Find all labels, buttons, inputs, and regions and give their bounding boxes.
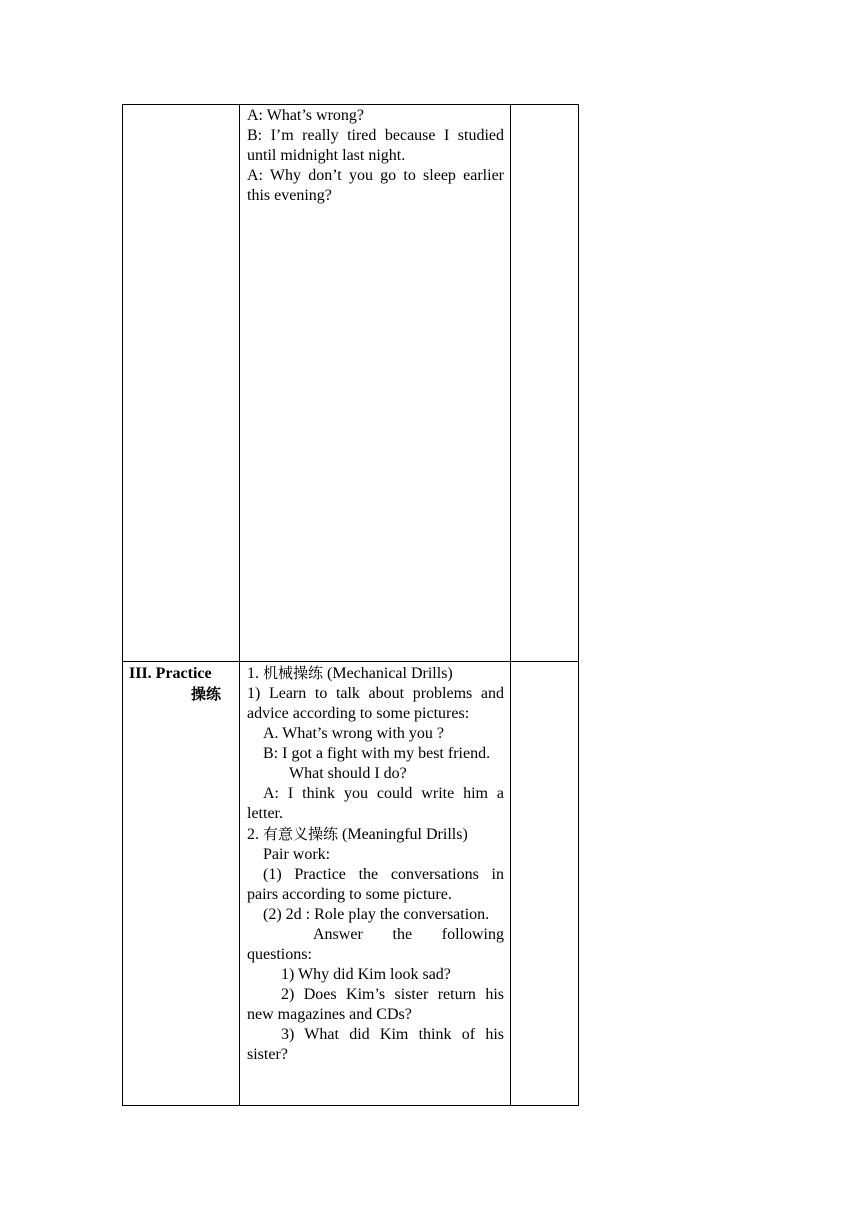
notes-cell: [511, 105, 579, 662]
dialogue-line: A: What’s wrong?: [247, 107, 365, 124]
section-heading: [247, 663, 504, 684]
content-cell: [240, 105, 511, 662]
section-title: (Mechanical Drills): [327, 665, 453, 682]
stage-cell: [123, 662, 240, 1106]
question-line: 2) Does Kim’s sister return his new magazines and CDs?: [247, 986, 504, 1023]
stage-title-chinese: 操练: [190, 685, 221, 703]
section-title: (Meaningful Drills): [342, 826, 468, 843]
section-heading: [247, 824, 504, 845]
question-line: 3) What did Kim think of his sister?: [247, 1026, 504, 1063]
pair-work-label: Pair work:: [263, 846, 331, 863]
stage-title: III. Practice: [129, 665, 212, 682]
content-cell: [240, 662, 511, 1106]
dialogue-line: A: Why don’t you go to sleep earlier this evening?: [247, 167, 504, 204]
drill-intro: 1) Learn to talk about problems and advice according to some pictures:: [247, 685, 504, 722]
section-title-chinese: 有意义操练: [263, 825, 339, 843]
dialogue-line: B: I’m really tired because I studied until midnight last night.: [247, 127, 504, 164]
section-title-chinese: 机械操练: [263, 664, 324, 682]
dialogue-line: B: I got a fight with my best friend.: [263, 745, 491, 762]
lesson-plan-table: [122, 104, 579, 1106]
section-number: 2.: [247, 826, 259, 843]
table-row: [123, 105, 579, 662]
table-row: [123, 662, 579, 1106]
dialogue-line: A. What’s wrong with you ?: [263, 725, 445, 742]
task-line: Answer the following questions:: [247, 926, 504, 963]
notes-cell: [511, 662, 579, 1106]
stage-label: [123, 105, 239, 107]
task-line: (2) 2d : Role play the conversation.: [263, 906, 490, 923]
dialogue-line: What should I do?: [289, 765, 407, 782]
section-number: 1.: [247, 665, 259, 682]
stage-cell: [123, 105, 240, 662]
dialogue-line: A: I think you could write him a letter.: [247, 785, 504, 822]
task-line: (1) Practice the conversations in pairs according to some picture.: [247, 866, 504, 903]
question-line: 1) Why did Kim look sad?: [281, 966, 451, 983]
